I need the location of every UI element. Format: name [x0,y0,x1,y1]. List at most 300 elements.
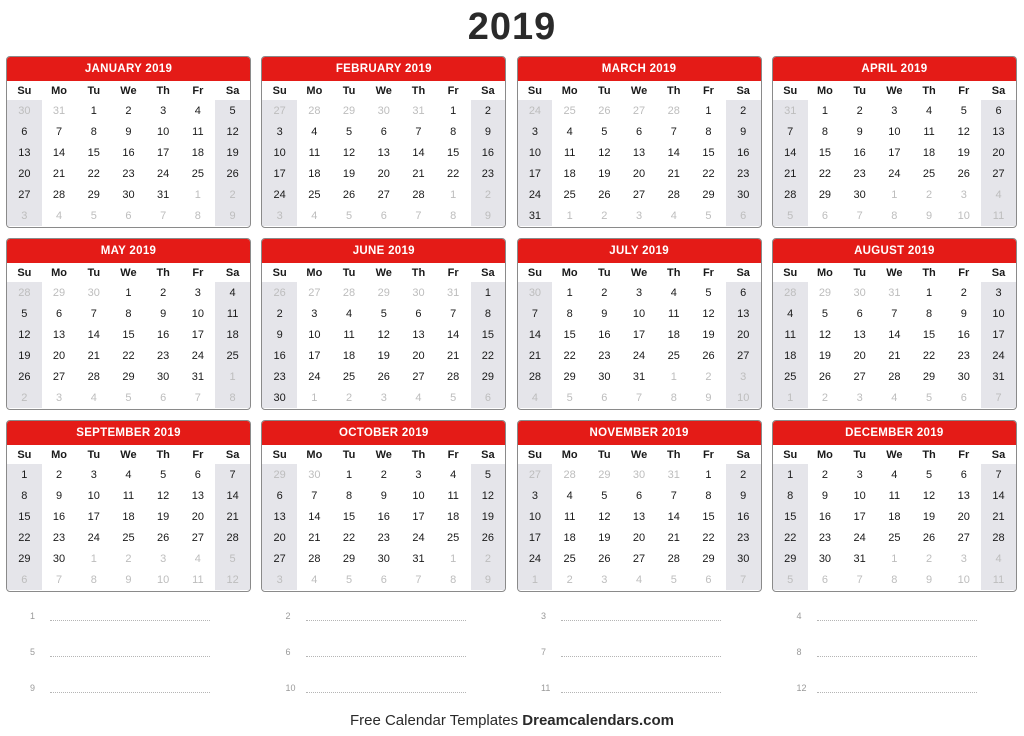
day-cell: 5 [601,489,608,502]
day-cell: 18 [667,328,680,341]
weekday-header: Tu [342,266,356,279]
note-line[interactable] [30,670,286,706]
day-cell: 7 [215,464,250,485]
week-row [7,184,250,205]
weekday-header: Th [156,266,170,279]
adjacent-month-day: 8 [670,391,677,404]
day-cell: 16 [957,328,970,341]
day-cell: 29 [773,548,808,569]
day-cell: 26 [598,552,611,565]
week-row [7,100,250,121]
week-row [773,527,1016,548]
day-cell: 1 [705,468,712,481]
day-cell: 5 [960,104,967,117]
day-cell: 22 [342,531,356,544]
adjacent-month-day: 4 [311,209,318,222]
day-cell: 11 [888,489,901,502]
day-cell: 28 [412,188,425,201]
adjacent-month-day: 1 [518,569,553,590]
month-calendar [261,56,506,228]
day-cell: 16 [853,146,866,159]
adjacent-month-day: 3 [960,188,967,201]
day-cell: 10 [87,489,100,502]
day-cell: 21 [52,167,66,180]
month-header: OCTOBER 2019 [262,421,505,445]
weekday-header: Th [411,84,426,97]
weekday-header: We [375,84,392,97]
week-row [7,506,250,527]
day-cell: 14 [308,510,321,523]
weekday-header: Mo [51,84,67,97]
day-cell: 14 [518,324,553,345]
month-calendar [6,420,251,592]
day-cell: 21 [773,163,808,184]
day-cell: 27 [377,188,390,201]
day-cell: 14 [447,328,460,341]
adjacent-month-day: 7 [635,391,643,404]
days-table [7,263,250,408]
day-cell: 6 [856,307,863,320]
weekday-header: Th [411,266,426,279]
week-row [518,464,761,485]
day-cell: 30 [52,552,66,565]
day-cell: 27 [262,548,297,569]
week-row [773,387,1016,408]
day-cell: 29 [7,548,42,569]
day-cell: 19 [342,167,356,180]
day-cell: 18 [888,510,901,523]
day-cell: 7 [670,489,677,502]
week-row [262,464,505,485]
weekday-header: Fr [958,84,970,97]
day-cell: 20 [412,349,425,362]
weekday-header: Sa [225,266,240,279]
day-cell: 12 [957,125,970,138]
week-row [518,324,761,345]
weekday-header: Tu [853,84,866,97]
note-line[interactable] [286,634,542,670]
adjacent-month-day: 2 [821,391,828,404]
day-cell: 14 [888,328,901,341]
note-dotted-line [561,614,721,621]
adjacent-month-day: 30 [377,104,390,117]
week-row [518,345,761,366]
day-cell: 19 [818,349,832,362]
weekday-header: Su [527,84,542,97]
note-number: 7 [541,647,547,657]
day-cell: 18 [308,167,321,180]
day-cell: 17 [632,328,646,341]
day-cell: 17 [87,510,100,523]
day-cell: 1 [925,286,933,299]
adjacent-month-day: 2 [705,370,712,383]
week-row [262,121,505,142]
day-cell: 22 [702,531,715,544]
adjacent-month-day: 6 [821,209,828,222]
day-cell: 27 [632,552,646,565]
day-cell: 28 [667,188,680,201]
day-cell: 11 [447,489,459,502]
day-cell: 2 [55,468,63,481]
day-cell: 1 [821,104,828,117]
day-cell: 6 [981,100,1016,121]
day-cell: 17 [518,163,553,184]
weekday-header: We [886,266,903,279]
day-cell: 8 [773,485,808,506]
adjacent-month-day: 29 [52,286,66,299]
adjacent-month-day: 27 [308,286,321,299]
month-header: MAY 2019 [7,239,250,263]
day-cell: 24 [157,167,170,180]
day-cell: 19 [598,531,611,544]
day-cell: 21 [981,506,1016,527]
note-line[interactable] [541,670,797,706]
day-cell: 1 [705,104,712,117]
adjacent-month-day: 3 [601,573,608,586]
month-header: FEBRUARY 2019 [262,57,505,81]
adjacent-month-day: 8 [90,573,97,586]
day-cell: 25 [563,188,576,201]
day-cell: 7 [90,307,97,320]
adjacent-month-day: 2 [566,573,573,586]
day-cell: 12 [922,489,936,502]
day-cell: 11 [215,303,250,324]
week-row [262,569,505,590]
week-row [773,205,1016,226]
day-cell: 15 [87,146,100,159]
day-cell: 2 [601,286,608,299]
adjacent-month-day: 3 [635,209,643,222]
adjacent-month-day: 6 [380,209,387,222]
note-dotted-line [817,614,977,621]
day-cell: 24 [981,345,1016,366]
day-cell: 18 [563,531,576,544]
days-table [262,445,505,590]
day-cell: 21 [888,349,901,362]
week-row [7,324,250,345]
note-number: 5 [30,647,36,657]
adjacent-month-day: 30 [853,286,866,299]
week-row [7,303,250,324]
weekday-header: Th [667,84,681,97]
day-cell: 31 [981,366,1016,387]
day-cell: 22 [922,349,936,362]
day-cell: 3 [891,104,898,117]
day-cell: 8 [705,125,712,138]
adjacent-month-day: 7 [160,209,167,222]
day-cell: 3 [518,121,553,142]
note-line[interactable] [797,634,1024,670]
day-cell: 14 [981,485,1016,506]
day-cell: 20 [7,163,42,184]
note-dotted-line [306,614,466,621]
note-line[interactable] [286,598,542,634]
week-row [518,142,761,163]
day-cell: 27 [726,345,761,366]
week-row [773,163,1016,184]
day-cell: 1 [7,464,42,485]
day-cell: 28 [87,370,100,383]
adjacent-month-day: 4 [194,552,201,565]
note-line[interactable] [541,598,797,634]
adjacent-month-day: 3 [380,391,387,404]
day-cell: 23 [726,527,761,548]
day-cell: 13 [632,146,646,159]
weekday-header: Fr [447,448,459,461]
day-cell: 30 [853,188,866,201]
day-cell: 4 [311,125,318,138]
day-cell: 19 [215,142,250,163]
day-cell: 6 [194,468,201,481]
day-cell: 25 [191,167,204,180]
day-cell: 19 [598,167,611,180]
adjacent-month-day: 26 [598,104,611,117]
day-cell: 10 [518,142,553,163]
day-cell: 31 [632,370,646,383]
day-cell: 23 [853,167,866,180]
adjacent-month-day: 1 [773,387,808,408]
note-number: 10 [285,683,296,693]
day-cell: 27 [853,370,866,383]
day-cell: 4 [773,303,808,324]
weekday-header: Sa [225,448,240,461]
adjacent-month-day: 30 [632,468,646,481]
day-cell: 15 [922,328,936,341]
adjacent-month-day: 25 [563,104,576,117]
week-row [518,163,761,184]
day-cell: 15 [447,146,460,159]
day-cell: 17 [518,527,553,548]
adjacent-month-day: 1 [450,188,457,201]
day-cell: 21 [667,531,680,544]
adjacent-month-day: 9 [215,205,250,226]
day-cell: 29 [818,188,832,201]
day-cell: 3 [518,485,553,506]
week-row [773,506,1016,527]
day-cell: 16 [726,142,761,163]
weekday-header: Tu [598,448,611,461]
adjacent-month-day: 27 [632,104,646,117]
adjacent-month-day: 6 [471,387,506,408]
week-row [262,387,505,408]
week-row [7,387,250,408]
note-line[interactable] [797,670,1024,706]
weekday-header: We [886,84,903,97]
day-cell: 30 [598,370,611,383]
day-cell: 27 [957,531,970,544]
adjacent-month-day: 9 [925,209,933,222]
adjacent-month-day: 9 [705,391,712,404]
note-line[interactable] [797,598,1024,634]
note-line[interactable] [286,670,542,706]
adjacent-month-day: 31 [773,100,808,121]
weekday-header: We [375,448,392,461]
weekday-header: Mo [306,448,323,461]
day-cell: 23 [471,163,506,184]
week-row [262,485,505,506]
day-cell: 9 [160,307,167,320]
day-cell: 4 [891,468,898,481]
day-cell: 10 [157,125,170,138]
day-cell: 11 [343,328,355,341]
day-cell: 28 [447,370,460,383]
adjacent-month-day: 6 [380,573,387,586]
day-cell: 2 [160,286,167,299]
adjacent-month-day: 5 [90,209,97,222]
adjacent-month-day: 10 [957,573,970,586]
day-cell: 5 [380,307,387,320]
weekday-header: We [886,448,903,461]
day-cell: 26 [215,163,250,184]
days-table [262,81,505,226]
day-cell: 25 [447,531,460,544]
adjacent-month-day: 8 [194,209,201,222]
day-cell: 7 [518,303,553,324]
day-cell: 8 [471,303,506,324]
day-cell: 26 [377,370,390,383]
day-cell: 17 [191,328,204,341]
adjacent-month-day: 3 [262,569,297,590]
week-row [773,464,1016,485]
day-cell: 8 [566,307,573,320]
adjacent-month-day: 8 [891,209,898,222]
note-line[interactable] [30,634,286,670]
adjacent-month-day: 8 [215,387,250,408]
adjacent-month-day: 7 [981,387,1016,408]
day-cell: 16 [157,328,170,341]
day-cell: 17 [853,510,866,523]
week-row [773,569,1016,590]
adjacent-month-day: 7 [415,573,422,586]
week-row [262,345,505,366]
day-cell: 3 [635,286,643,299]
adjacent-month-day: 10 [157,573,170,586]
weekday-header: Tu [87,84,101,97]
week-row [7,464,250,485]
day-cell: 10 [888,125,901,138]
day-cell: 22 [471,345,506,366]
day-cell: 29 [922,370,936,383]
day-cell: 29 [342,552,356,565]
day-cell: 13 [52,328,66,341]
day-cell: 9 [601,307,608,320]
day-cell: 3 [415,468,422,481]
day-cell: 13 [853,328,866,341]
day-cell: 29 [471,366,506,387]
adjacent-month-day: 3 [960,552,967,565]
month-header: AUGUST 2019 [773,239,1016,263]
day-cell: 25 [563,552,576,565]
day-cell: 25 [922,167,936,180]
adjacent-month-day: 11 [981,569,1016,590]
note-line[interactable] [541,634,797,670]
day-cell: 12 [342,146,356,159]
day-cell: 2 [960,286,967,299]
adjacent-month-day: 1 [194,188,201,201]
week-row [773,121,1016,142]
week-row [7,485,250,506]
day-cell: 16 [598,328,611,341]
month-header: NOVEMBER 2019 [518,421,761,445]
weekday-header: We [120,448,137,461]
day-cell: 24 [262,184,297,205]
day-cell: 18 [215,324,250,345]
day-cell: 3 [194,286,201,299]
adjacent-month-day: 30 [412,286,425,299]
week-row [262,142,505,163]
adjacent-month-day: 3 [55,391,63,404]
week-row [7,121,250,142]
adjacent-month-day: 30 [308,468,321,481]
weekday-header: Mo [817,266,833,279]
note-dotted-line [50,650,210,657]
day-cell: 26 [957,167,970,180]
days-table [773,445,1016,590]
adjacent-month-day: 10 [726,387,761,408]
day-cell: 20 [191,510,204,523]
adjacent-month-day: 4 [90,391,97,404]
day-cell: 18 [122,510,135,523]
note-line[interactable] [30,598,286,634]
adjacent-month-day: 3 [262,205,297,226]
adjacent-month-day: 5 [773,569,808,590]
day-cell: 22 [563,349,576,362]
day-cell: 5 [925,468,933,481]
day-cell: 1 [125,286,132,299]
adjacent-month-day: 9 [471,569,506,590]
week-row [773,366,1016,387]
day-cell: 13 [726,303,761,324]
day-cell: 3 [856,468,863,481]
day-cell: 8 [345,489,353,502]
day-cell: 24 [191,349,204,362]
week-row [773,184,1016,205]
footer-brand[interactable]: Dreamcalendars.com [522,712,675,729]
week-row [262,366,505,387]
day-cell: 11 [773,324,808,345]
day-cell: 7 [891,307,898,320]
day-cell: 26 [157,531,170,544]
weekday-header: Su [272,448,287,461]
day-cell: 12 [598,146,611,159]
day-cell: 16 [818,510,832,523]
day-cell: 9 [262,324,297,345]
adjacent-month-day: 31 [447,286,460,299]
week-row [262,100,505,121]
weekday-header: We [120,84,137,97]
weekday-header: Mo [817,448,833,461]
day-cell: 21 [308,531,321,544]
notes-section [30,598,1020,706]
week-row [773,100,1016,121]
day-cell: 22 [87,167,100,180]
day-cell: 31 [191,370,204,383]
adjacent-month-day: 6 [821,573,828,586]
day-cell: 13 [191,489,204,502]
adjacent-month-day: 4 [670,209,677,222]
adjacent-month-day: 7 [55,573,63,586]
day-cell: 13 [7,142,42,163]
days-table [7,445,250,590]
day-cell: 24 [888,167,901,180]
day-cell: 13 [377,146,390,159]
day-cell: 19 [377,349,390,362]
month-header: MARCH 2019 [518,57,761,81]
week-row [518,387,761,408]
day-cell: 28 [981,527,1016,548]
day-cell: 7 [450,307,457,320]
day-cell: 25 [308,188,321,201]
